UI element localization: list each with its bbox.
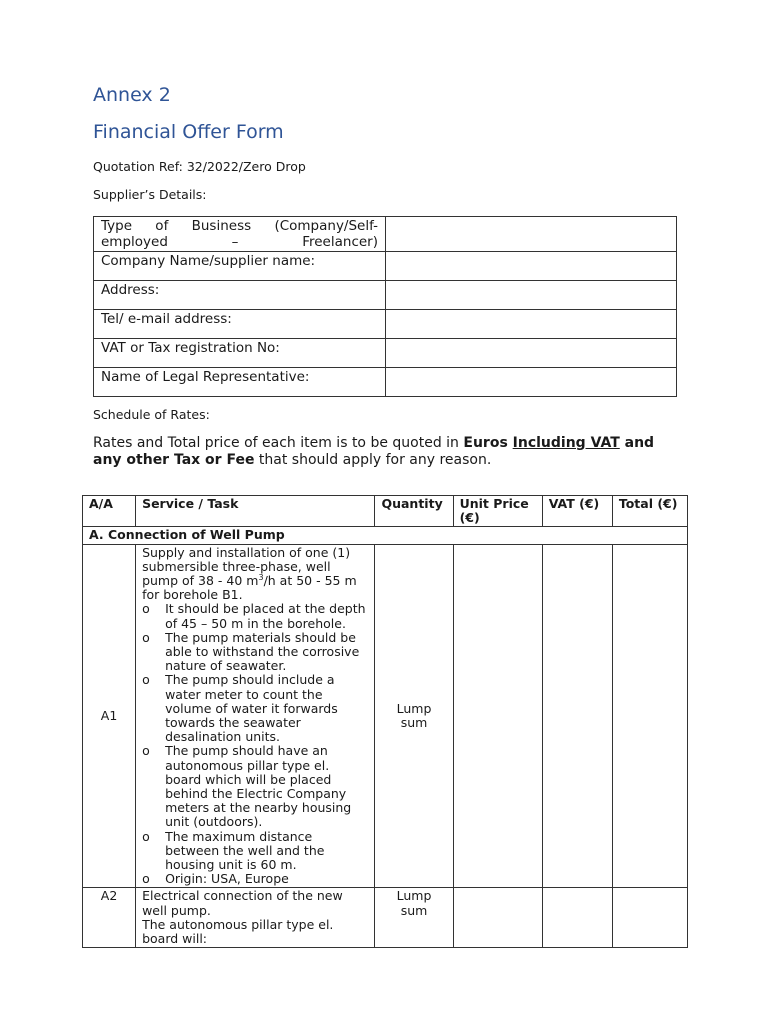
list-item: o Origin: USA, Europe [142, 872, 368, 886]
supplier-field-value[interactable] [386, 217, 677, 252]
row-unit-price[interactable] [453, 888, 542, 948]
supplier-row [94, 368, 677, 397]
supplier-field-value[interactable] [386, 252, 677, 281]
service-intro [142, 546, 368, 603]
row-vat[interactable] [542, 888, 612, 948]
supplier-field-label [94, 217, 386, 252]
rates-note-text: Rates and Total price of each item is to be quoted in [93, 435, 464, 451]
annex-heading: Annex 2 [93, 84, 171, 106]
service-intro-text: /h at 50 - 55 m for borehole B1. [142, 573, 357, 603]
header-total: Total (€) [612, 496, 687, 527]
supplier-row [94, 252, 677, 281]
rates-note-bold: Euros [463, 435, 513, 451]
rates-note-text: that should apply for any reason. [254, 451, 492, 468]
row-service [136, 888, 375, 948]
supplier-row [94, 339, 677, 368]
service-intro-text: Supply and installation of one (1) submersible three-phase, well pump of 38 - 40 m [142, 544, 351, 589]
business-type-label: Type of Business (Company/Self-employed – Freelancer) [101, 218, 378, 250]
header-vat: VAT (€) [542, 496, 612, 527]
section-row [83, 527, 688, 544]
row-vat[interactable] [542, 544, 612, 888]
list-item: o The pump materials should be able to withstand the corrosive nature of seawater. [142, 631, 368, 674]
header-unit-price: Unit Price (€) [453, 496, 542, 527]
service-line: Electrical connection of the new well pump. [142, 888, 343, 918]
supplier-field-label: Address: [94, 281, 386, 310]
list-item: o It should be placed at the depth of 45 – 50 m in the borehole. [142, 602, 368, 630]
schedule-label: Schedule of Rates: [93, 407, 210, 422]
row-total[interactable] [612, 544, 687, 888]
row-service [136, 544, 375, 888]
supplier-row [94, 217, 677, 252]
page-title: Financial Offer Form [93, 121, 284, 143]
service-bullets [142, 602, 368, 886]
row-id: A1 [83, 544, 136, 888]
service-line: The autonomous pillar type el. board will: [142, 916, 334, 947]
header-aa: A/A [83, 496, 136, 527]
header-service: Service / Task [136, 496, 375, 527]
row-quantity: Lump sum [375, 888, 453, 948]
supplier-field-value[interactable] [386, 310, 677, 339]
supplier-field-label: Company Name/supplier name: [94, 252, 386, 281]
table-row [83, 888, 688, 948]
list-item: o The maximum distance between the well and the housing unit is 60 m. [142, 830, 368, 873]
supplier-field-value[interactable] [386, 339, 677, 368]
superscript: 3 [258, 572, 264, 582]
supplier-details-table [93, 216, 677, 397]
row-quantity: Lump sum [375, 544, 453, 888]
header-quantity: Quantity [375, 496, 453, 527]
supplier-row [94, 310, 677, 339]
rates-table [82, 495, 688, 948]
row-id: A2 [83, 888, 136, 948]
table-row [83, 544, 688, 888]
list-item: o The pump should have an autonomous pillar type el. board which will be placed behind the Electric Company meters at the nearby housing unit (outdoors). [142, 744, 368, 829]
supplier-field-label: Name of Legal Representative: [94, 368, 386, 397]
list-item: o The pump should include a water meter to count the volume of water it forwards towards the seawater desalination units. [142, 673, 368, 744]
row-total[interactable] [612, 888, 687, 948]
rates-header-row [83, 496, 688, 527]
supplier-field-value[interactable] [386, 281, 677, 310]
rates-note [93, 435, 677, 468]
quotation-ref: Quotation Ref: 32/2022/Zero Drop [93, 159, 306, 174]
row-unit-price[interactable] [453, 544, 542, 888]
supplier-field-value[interactable] [386, 368, 677, 397]
supplier-field-label: Tel/ e-mail address: [94, 310, 386, 339]
supplier-field-label: VAT or Tax registration No: [94, 339, 386, 368]
supplier-details-label: Supplier’s Details: [93, 187, 207, 202]
section-a-title: A. Connection of Well Pump [83, 527, 688, 544]
rates-note-vat: Including VAT [512, 435, 620, 451]
supplier-row [94, 281, 677, 310]
rates-note-bold: and any other Tax or Fee [93, 435, 655, 468]
